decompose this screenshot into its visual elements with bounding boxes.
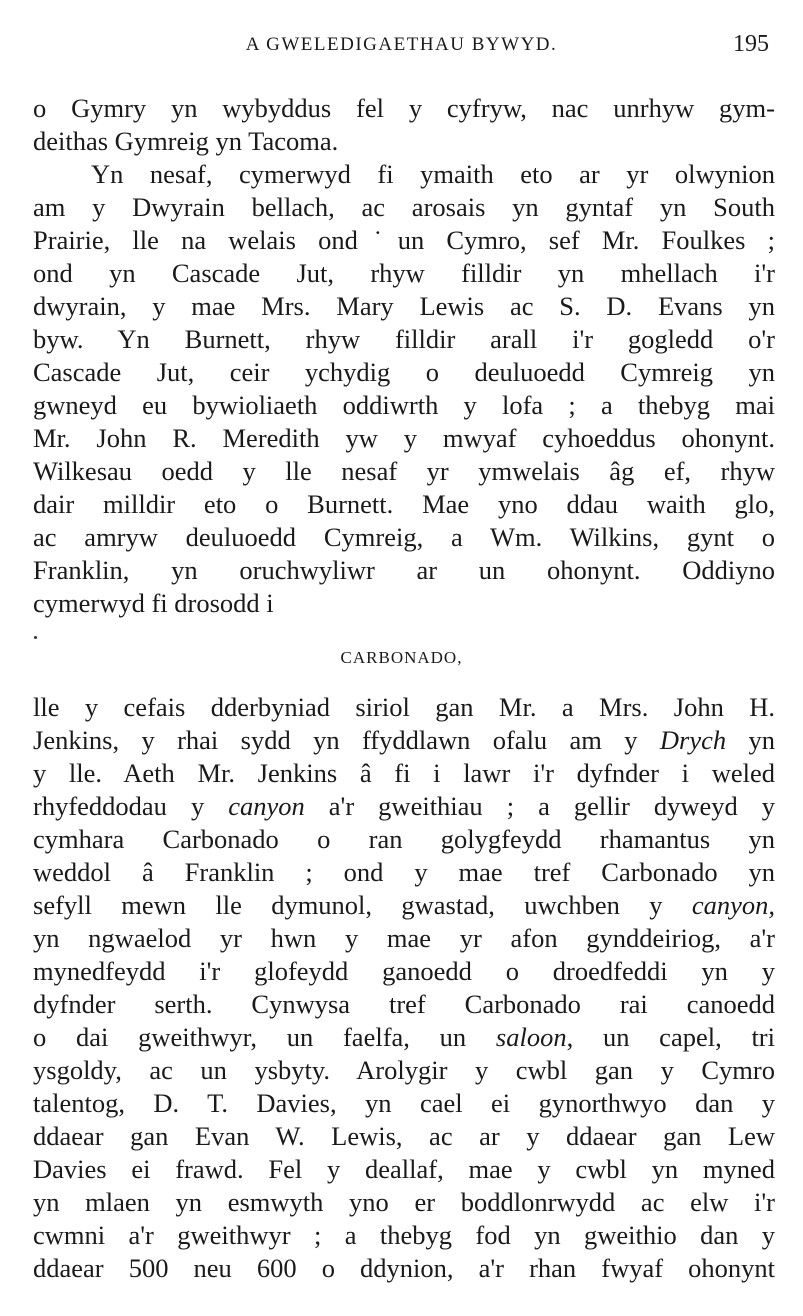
text-line: am y Dwyrain bellach, ac arosais yn gyntaf yn South [33, 192, 775, 222]
running-title: A GWELEDIGAETHAU BYWYD. [245, 34, 558, 55]
text-line [33, 1021, 775, 1054]
text-line: dair milldir eto o Burnett. Mae yno ddau waith glo, [33, 489, 775, 519]
text-line: ysgoldy, ac un ysbyty. Arolygir y cwbl gan y Cymro [33, 1055, 775, 1085]
text-line [33, 790, 775, 823]
text-line: byw. Yn Burnett, rhyw filldir arall i'r gogledd o'r [33, 324, 775, 354]
text-line: Yn nesaf, cymerwyd fi ymaith eto ar yr olwynion [91, 159, 775, 189]
text-line: o Gymry yn wybyddus fel y cyfryw, nac unrhyw gym- [33, 93, 775, 123]
text-line: gwneyd eu bywioliaeth oddiwrth y lofa ; a thebyg mai [33, 390, 775, 420]
text-line: cwmni a'r gweithwyr ; a thebyg fod yn gweithio dan y [33, 1220, 775, 1250]
text-run: , un capel, tri [566, 1022, 775, 1052]
italic-term: Drych [659, 725, 727, 755]
running-head [0, 31, 803, 70]
page-number: 195 [733, 31, 769, 57]
italic-term: canyon, [691, 890, 775, 920]
text-line [33, 724, 775, 757]
text-line: deithas Gymreig yn Tacoma. [33, 126, 339, 156]
text-run: o dai gweithwyr, un faelfa, un [33, 1022, 496, 1052]
text-line: talentog, D. T. Davies, yn cael ei gynorthwyo dan y [33, 1088, 775, 1118]
text-line: ddaear gan Evan W. Lewis, ac ar y ddaear gan Lew [33, 1121, 775, 1151]
text-line: Cascade Jut, ceir ychydig o deuluoedd Cymreig yn [33, 357, 775, 387]
text-line: cymhara Carbonado o ran golygfeydd rhamantus yn [33, 824, 775, 854]
paragraph-block-1 [33, 92, 775, 620]
text-line: ond yn Cascade Jut, rhyw filldir yn mhellach i'r [33, 258, 775, 288]
text-line: Davies ei frawd. Fel y deallaf, mae y cwbl yn myned [33, 1154, 775, 1184]
text-line: mynedfeydd i'r glofeydd ganoedd o droedfeddi yn y [33, 956, 775, 986]
text-line: dyfnder serth. Cynwysa tref Carbonado rai canoedd [33, 989, 775, 1019]
text-line: cymerwyd fi drosodd i [33, 588, 274, 618]
text-line: lle y cefais dderbyniad siriol gan Mr. a Mrs. John H. [33, 692, 775, 722]
text-line: yn ngwaelod yr hwn y mae yr afon gynddeiriog, a'r [33, 923, 775, 953]
text-line: dwyrain, y mae Mrs. Mary Lewis ac S. D. Evans yn [33, 291, 775, 321]
text-run: rhyfeddodau y [33, 791, 229, 821]
text-line: ac amryw deuluoedd Cymreig, a Wm. Wilkins, gynt o [33, 522, 775, 552]
text-line: y lle. Aeth Mr. Jenkins â fi i lawr i'r dyfnder i weled [33, 758, 775, 788]
text-run: yn [726, 725, 776, 755]
text-line: Prairie, lle na welais ond˙un Cymro, sef Mr. Foulkes ; [33, 225, 775, 255]
paragraph-block-2 [33, 691, 775, 1285]
text-run: sefyll mewn lle dymunol, gwastad, uwchben y [33, 890, 692, 920]
text-line: Mr. John R. Meredith yw y mwyaf cyhoeddus ohonynt. [33, 423, 775, 453]
text-line: weddol â Franklin ; ond y mae tref Carbonado yn [33, 857, 775, 887]
text-line: Franklin, yn oruchwyliwr ar un ohonynt. Oddiyno [33, 555, 775, 585]
text-line: Wilkesau oedd y lle nesaf yr ymwelais âg ef, rhyw [33, 456, 775, 486]
text-line [33, 889, 775, 922]
text-run: Jenkins, y rhai sydd yn ffyddlawn ofalu am y [33, 725, 660, 755]
italic-term: saloon [495, 1022, 567, 1052]
text-run: a'r gweithiau ; a gellir dyweyd y [304, 791, 775, 821]
italic-term: canyon [228, 791, 305, 821]
text-line: yn mlaen yn esmwyth yno er boddlonrwydd ac elw i'r [33, 1187, 775, 1217]
text-line: ddaear 500 neu 600 o ddynion, a'r rhan fwyaf ohonynt [33, 1253, 775, 1283]
section-heading: CARBONADO, [340, 648, 463, 667]
print-speck [34, 636, 37, 639]
